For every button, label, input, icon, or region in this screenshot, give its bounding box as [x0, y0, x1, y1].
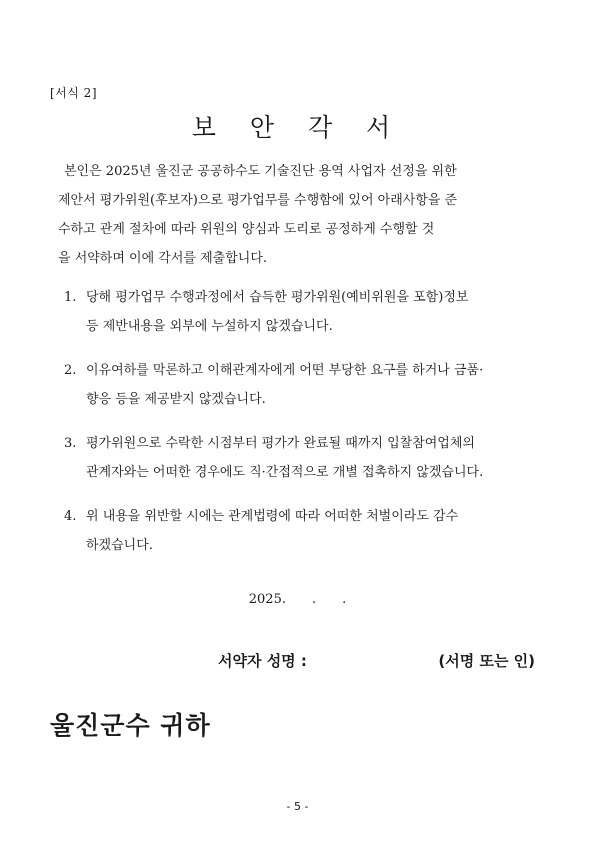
document-title: 보 안 각 서	[191, 113, 404, 142]
pledge-number: 1.	[64, 290, 77, 305]
pledge-line: 하겠습니다.	[86, 538, 153, 553]
intro-line: 을 서약하며 이에 각서를 제출합니다.	[58, 251, 268, 266]
intro-line: 수하고 관계 절차에 따라 위원의 양심과 도리로 공정하게 수행할 것	[58, 222, 435, 237]
pledge-text	[86, 429, 546, 487]
pledge-number: 4.	[64, 509, 77, 524]
intro-paragraph	[58, 157, 542, 273]
recipient: 울진군수 귀하	[50, 711, 211, 740]
pledge-line: 관계자와는 어떠한 경우에도 직·간접적으로 개별 접촉하지 않겠습니다.	[86, 465, 484, 480]
intro-line: 제안서 평가위원(후보자)으로 평가업무를 수행함에 있어 아래사항을 준	[58, 193, 458, 208]
pledge-date: 2025. . .	[248, 592, 347, 607]
intro-line: 본인은 2025년 울진군 공공하수도 기술진단 용역 사업자 선정을 위한	[64, 164, 457, 179]
pledge-line: 이유여하를 막론하고 이해관계자에게 어떤 부당한 요구를 하거나 금품·	[86, 363, 484, 378]
pledge-item	[64, 429, 546, 487]
form-number-label: [서식 2]	[50, 86, 97, 100]
pledge-text	[86, 283, 546, 341]
pledge-item	[64, 283, 546, 341]
signer-name-label: 서약자 성명 :	[218, 652, 307, 670]
pledge-item	[64, 356, 546, 414]
pledge-list	[64, 283, 546, 575]
pledge-item	[64, 502, 546, 560]
signature-or-seal-note: (서명 또는 인)	[438, 652, 535, 670]
pledge-line: 평가위원으로 수락한 시점부터 평가가 완료될 때까지 입찰참여업체의	[86, 436, 475, 451]
pledge-line: 향응 등을 제공받지 않겠습니다.	[86, 392, 266, 407]
pledge-number: 3.	[64, 436, 77, 451]
pledge-number: 2.	[64, 363, 77, 378]
pledge-line: 등 제반내용을 외부에 누설하지 않겠습니다.	[86, 319, 333, 334]
pledge-line: 당해 평가업무 수행과정에서 습득한 평가위원(예비위원을 포함)정보	[86, 290, 469, 305]
pledge-line: 위 내용을 위반할 시에는 관계법령에 따라 어떠한 처벌이라도 감수	[86, 509, 459, 524]
page-number: - 5 -	[286, 800, 309, 813]
pledge-text	[86, 356, 546, 414]
pledge-text	[86, 502, 546, 560]
